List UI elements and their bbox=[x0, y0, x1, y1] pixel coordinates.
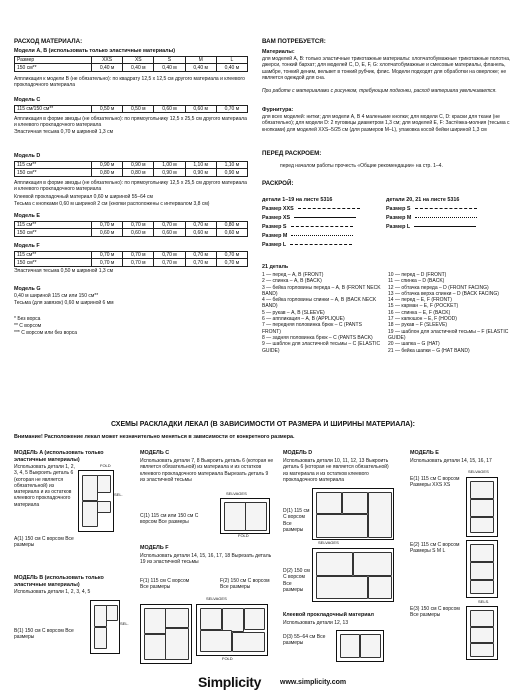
cut-title: РАСКРОЙ: bbox=[262, 180, 294, 187]
size-xxs-legend: Размер XXS bbox=[262, 206, 360, 213]
model-c-caption: C(1) 115 см или 150 см С ворсом Все размеры bbox=[140, 513, 199, 526]
model-c-layout-title: МОДЕЛЬ C bbox=[140, 450, 170, 456]
model-g-line2: Тесьма (для завязок) 0,60 м шириной 6 мм bbox=[14, 300, 114, 306]
size-m-legend: Размер M bbox=[262, 233, 353, 240]
sheet-left-title: детали 1–19 на листе 5316 bbox=[262, 197, 333, 203]
layouts-title: СХЕМЫ РАСКЛАДКИ ЛЕКАЛ (В ЗАВИСИМОСТИ ОТ РАЗМЕРА И ШИРИНЫ МАТЕРИАЛА): bbox=[111, 421, 415, 428]
footnote-1: * Без ворса bbox=[14, 316, 41, 322]
interfacing-title: Клеевой прокладочный материал bbox=[283, 612, 374, 618]
selvages-label: SELVAGES bbox=[318, 540, 339, 545]
needs-fittings-text: для всех моделей: нитки; для модели A, B 4 маленькие кнопки; для модели C, D: краски для ткани (не обязательно); для модели D: 2 пуговицы диаметром 1,3 см; для моделей E, F: Застёжка-молния (тесьма с кнопками) для моделей XXS–5/25 см (для размеров M–L), упаковка косой бейки шириной 1,3 см bbox=[262, 114, 510, 133]
list-item: 5 — рукав – A, B (SLEEVE) bbox=[262, 309, 325, 316]
list-item: 17 — капюшон – E, F (HOOD) bbox=[388, 316, 457, 323]
list-item: 1 — перед – A, B (FRONT) bbox=[262, 272, 324, 278]
layout-diagram-f1 bbox=[140, 604, 192, 664]
sel-label: SEL. bbox=[120, 621, 129, 626]
model-b-layout-text: Использовать детали 1, 2, 3, 4, 5 bbox=[14, 589, 91, 595]
parts-title: 21 деталь bbox=[262, 264, 289, 270]
model-c-title: Модель C bbox=[14, 97, 41, 103]
before-cut-text: перед началом работы прочесть «Общие рекомендации» на стр. 1–4. bbox=[280, 163, 443, 169]
layout-diagram-c1 bbox=[220, 498, 270, 534]
right-size-s-legend: Размер S bbox=[386, 206, 477, 213]
size-xs-legend: Размер XS bbox=[262, 215, 356, 222]
model-e2-caption: E(2) 115 см С ворсом Размеры S M L bbox=[410, 542, 460, 555]
list-item: 4 — бейка горловины спинки – A, B (BACK NECK BAND) bbox=[262, 297, 377, 310]
model-a-caption: A(1) 150 см С ворсом Все размеры bbox=[14, 536, 74, 549]
model-f-title: Модель F bbox=[14, 243, 40, 249]
brand-logo: Simplicity bbox=[198, 674, 262, 690]
needs-title: ВАМ ПОТРЕБУЕТСЯ: bbox=[262, 38, 326, 45]
needs-materials-note: При работе с материалами с рисунком, требующим подгонки, расход материала увеличивается. bbox=[262, 88, 497, 94]
needs-materials-title: Материалы: bbox=[262, 49, 295, 55]
list-item: 14 — перед – E, F (FRONT) bbox=[388, 297, 452, 304]
model-ab-note: Аппликация к модели B (не обязательно): по квадрату 12,5 x 12,5 см другого материала и клеевого прокладочного материала bbox=[14, 76, 245, 89]
model-c-extra: Эластичная тесьма 0,70 м шириной 1,3 см bbox=[14, 129, 114, 135]
model-e1-caption: E(1) 115 см С ворсом Размеры XXS XS bbox=[410, 476, 460, 489]
layout-diagram-e2 bbox=[466, 540, 498, 598]
layout-diagram-d3 bbox=[336, 630, 384, 662]
model-f-table: 115 см** 0,70 м 0,70 м 0,70 м 0,70 м 0,70 м 150 см** 0,70 м 0,70 м 0,70 м 0,70 м 0,70 м bbox=[14, 251, 248, 267]
parts-right-list bbox=[388, 272, 512, 354]
layout-diagram-e1 bbox=[466, 477, 498, 537]
model-e-layout-title: МОДЕЛЬ E bbox=[410, 450, 439, 456]
list-item: 16 — спинка – E, F (BACK) bbox=[388, 309, 451, 316]
list-item: 13 — обтачка верха спинки – D (BACK FACING) bbox=[388, 290, 499, 297]
layout-diagram-f2 bbox=[196, 604, 268, 656]
layout-diagram-d1 bbox=[312, 488, 394, 540]
list-item: 2 — спинка – A, B (BACK) bbox=[262, 278, 322, 285]
model-d1-caption: D(1) 115 см С ворсом Все размеры bbox=[283, 508, 310, 533]
needs-fittings-title: Фурнитура: bbox=[262, 107, 294, 113]
model-e3-caption: E(3) 150 см С ворсом Все размеры bbox=[410, 606, 460, 619]
model-d-layout-text: Использовать детали 10, 11, 12, 13 Выкроить деталь 6 (которая не является обязательной) из материала и из остатков клеевого прокладочного материала bbox=[283, 458, 389, 483]
model-f2-caption: F(2) 150 см С ворсом Все размеры bbox=[220, 578, 270, 591]
model-e-table: 115 см** 0,70 м 0,70 м 0,70 м 0,70 м 0,80 м 150 см** 0,60 м 0,60 м 0,60 м 0,60 м 0,60 м bbox=[14, 221, 248, 237]
model-d3-caption: D(3) 55–64 см Все размеры bbox=[283, 634, 326, 647]
interfacing-text: Использовать детали 12, 13 bbox=[283, 620, 349, 626]
model-d-layout-title: МОДЕЛЬ D bbox=[283, 450, 313, 456]
model-d-extra2: Тесьма с кнопками 0,60 м шириной 2 см (кнопки расположены с интервалом 3,8 см) bbox=[14, 201, 210, 207]
model-e-title: Модель E bbox=[14, 213, 40, 219]
list-item: 20 — шапка – G (HAT) bbox=[388, 341, 440, 348]
model-a-layout-text: Использовать детали 1, 2, 3, 4, 5 Выкроить деталь 6 (которая не является обязательной) из материала и из остатков клеевого прокладочного материала bbox=[14, 464, 75, 508]
selvages-label: SELVAGES bbox=[468, 469, 489, 474]
selvages-label: SELVAGES bbox=[206, 596, 227, 601]
list-item: 3 — бейка горловины переда – A, B (FRONT NECK BAND) bbox=[262, 284, 381, 297]
layout-diagram-e3 bbox=[466, 606, 498, 660]
layout-diagram-a1 bbox=[78, 470, 114, 532]
size-s-legend: Размер S bbox=[262, 224, 353, 231]
footnote-2: ** С ворсом bbox=[14, 323, 42, 329]
list-item: 12 — обтачка переда – D (FRONT FACING) bbox=[388, 284, 489, 291]
list-item: 9 — шаблон для эластичной тесьмы – C (ELASTIC GUIDE) bbox=[262, 341, 381, 354]
model-g-title: Модель G bbox=[14, 286, 41, 292]
right-size-l-legend: Размер L bbox=[386, 224, 476, 231]
model-c-layout-text: Использовать детали 7, 8 Выкроить деталь 6 (которая не является обязательной) из материала и из остатков клеевого прокладочного материала Вырезать деталь 9 из эластичной тесьмы bbox=[140, 458, 274, 483]
model-f-layout-text: Использовать детали 14, 15, 16, 17, 18 Вырезать деталь 19 из эластичной тесьмы bbox=[140, 553, 272, 566]
list-item: 8 — задняя половинка брюк – C (PANTS BACK) bbox=[262, 334, 373, 341]
layout-diagram-d2 bbox=[312, 548, 394, 602]
footnote-3: *** С ворсом или без ворса bbox=[14, 330, 78, 336]
model-ab-table: Размер XXS XS S M L 150 см** 0,40 м 0,40 м 0,40 м 0,40 м 0,40 м bbox=[14, 56, 248, 72]
list-item: 7 — передняя половинка брюк – C (PANTS FRONT) bbox=[262, 322, 362, 335]
list-item: 11 — спинка – D (BACK) bbox=[388, 278, 445, 285]
model-f-extra: Эластичная тесьма 0,50 м шириной 1,3 см bbox=[14, 268, 114, 274]
sels-label: SELS. bbox=[478, 599, 490, 604]
list-item: 21 — бейка шапки – G (HAT BAND) bbox=[388, 347, 470, 354]
fold-label: FOLD bbox=[100, 463, 111, 468]
parts-left-list bbox=[262, 272, 382, 354]
before-cut-title: ПЕРЕД РАСКРОЕМ: bbox=[262, 150, 322, 157]
sheet-right-title: детали 20, 21 на листе 5316 bbox=[386, 197, 460, 203]
model-a-layout-title: МОДЕЛЬ A (использовать только эластичные материалы) bbox=[14, 450, 104, 463]
model-f1-caption: F(1) 115 см С ворсом Все размеры bbox=[140, 578, 190, 591]
materials-title: РАСХОД МАТЕРИАЛА: bbox=[14, 38, 83, 45]
footer-url[interactable]: www.simplicity.com bbox=[280, 679, 347, 686]
list-item: 10 — перед – D (FRONT) bbox=[388, 272, 447, 278]
model-d-extra: Клеевой прокладочный материал 0,60 м шириной 55–64 см bbox=[14, 194, 153, 200]
model-ab-title: Модели A, B (использовать только эластичные материалы) bbox=[14, 48, 176, 54]
size-l-legend: Размер L bbox=[262, 242, 352, 249]
model-g-line1: 0,40 м шириной 115 см или 150 см** bbox=[14, 293, 99, 299]
model-b-caption: B(1) 150 см С ворсом Все размеры bbox=[14, 628, 74, 641]
selvages-label: SELVAGES bbox=[226, 491, 247, 496]
model-d-note: Аппликация в форме звезды (не обязательно): по прямоугольнику 12,5 x 25,5 см другого материала и клеевого прокладочного материала bbox=[14, 180, 247, 193]
sel-label: SEL. bbox=[114, 492, 123, 497]
model-f-layout-title: МОДЕЛЬ F bbox=[140, 545, 169, 551]
fold-label: FOLD bbox=[238, 533, 249, 538]
layout-diagram-b1 bbox=[90, 600, 120, 654]
fold-label: FOLD bbox=[222, 656, 233, 661]
model-b-layout-title: МОДЕЛЬ B (использовать только эластичные материалы) bbox=[14, 575, 104, 588]
model-c-note: Аппликация в форме звезды (не обязательно): по прямоугольнику 12,5 x 25,5 см другого материала и клеевого прокладочного материала bbox=[14, 116, 247, 129]
needs-materials-text: для моделей A, B: только эластичные трикотажные материалы: хлопчатобумажные трикотажные полотна, джерси, тонкий бархат; для моделей C, D, E, F, G: хлопчатобумажные и смесовые материалы, фланель, шамбре, тонкий деним, вельвет в тонкий рубчик, флис. Модели подходят для обработки на оверлоке; не является одеждой для сна. bbox=[262, 56, 511, 81]
list-item: 19 — шаблон для эластичной тесьмы – F (ELASTIC GUIDE) bbox=[388, 328, 509, 341]
model-d2-caption: D(2) 150 см С ворсом Все размеры bbox=[283, 568, 310, 593]
model-d-title: Модель D bbox=[14, 153, 41, 159]
model-d-table: 115 см** 0,90 м 0,90 м 1,00 м 1,10 м 1,10 м 150 см** 0,80 м 0,80 м 0,90 м 0,90 м 0,90 м bbox=[14, 161, 248, 177]
model-c-table: 115 см/150 см** 0,50 м 0,50 м 0,60 м 0,60 м 0,70 м bbox=[14, 105, 248, 113]
right-size-m-legend: Размер M bbox=[386, 215, 477, 222]
list-item: 15 — карман – E, F (POCKET) bbox=[388, 303, 459, 310]
layouts-warning: Внимание! Расположение лекал может незначительно меняться в зависимости от конкретного размера. bbox=[14, 434, 295, 440]
list-item: 6 — аппликация – A, B (APPLIQUE) bbox=[262, 316, 345, 323]
model-e-layout-text: Использовать детали 14, 15, 16, 17 bbox=[410, 458, 492, 464]
list-item: 18 — рукав – F (SLEEVE) bbox=[388, 322, 448, 329]
